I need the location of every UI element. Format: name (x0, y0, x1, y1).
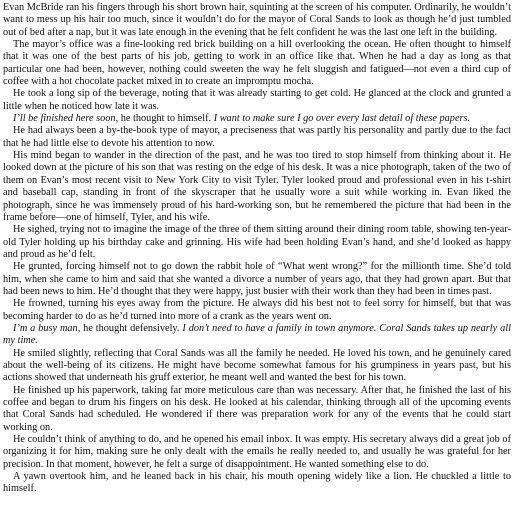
paragraph (3, 298, 511, 323)
paragraph (3, 323, 511, 348)
paragraph-text: He had always been a by-the-book type of mayor, a preciseness that was partly his personality and partly due to the fact that he had little else to devote his attention to now. (3, 125, 511, 149)
paragraph-text: He sighed, trying not to imagine the image of the three of them sitting around their dining room table, showing ten-year-old Tyler holding up his birthday cake and grinning. His wife had been holding Evan’s hand, and she’d looked as happy and proud as he’d felt. (3, 224, 511, 260)
paragraph-text: He smiled slightly, reflecting that Coral Sands was all the family he needed. He loved his town, and he genuinely cared about the well-being of its citizens. He might have become somewhat famous for his grumpiness in years past, but his actions showed that underneath his gruff exterior, he meant well and wanted the best for his town. (3, 347, 511, 384)
paragraph (3, 39, 511, 88)
paragraph (3, 125, 511, 150)
paragraph-text: He finished up his paperwork, taking far more meticulous care than was necessary. After that, he finished the last of his coffee and began to drum his fingers on his desk. He looked at his calendar, thinking through all of the upcoming events that Coral Sands had scheduled. He wondered if there was preparation work for any of the events that he could start working on. (3, 384, 511, 433)
paragraph-text: He couldn’t think of anything to do, and he opened his email inbox. It was empty. His secretary always did a great job of organizing it for him, making sure he only dealt with the emails he really needed to, and usually he was grateful for her precision. In that moment, however, he felt a surge of disappointment. He wanted something else to do. (3, 434, 511, 470)
paragraph-text: he thought to himself. (118, 113, 214, 125)
paragraph-text: The mayor’s office was a fine-looking red brick building on a hill overlooking the ocean. He often thought to himself that it was one of the best parts of his job, getting to work in an office like that. When he had a day as long as that particular one had been, however, nothing could sweeten the way he felt sluggish and fatigued—not even a third cup of coffee with a hot chocolate packet mixed in to create an impromptu mocha. (3, 39, 511, 88)
italic-thought: I want to make sure I go over every last detail of these papers. (213, 113, 471, 125)
paragraph (3, 471, 511, 496)
italic-thought: I’ll be finished here soon, (13, 113, 119, 125)
paragraph (3, 434, 511, 471)
paragraph (3, 224, 511, 261)
paragraph-text: He grunted, forcing himself not to go down the rabbit hole of “What went wrong?” for the millionth time. She’d told him, when she came to him and said that she wanted a divorce a number of years ago, that they had grown apart. But that had been news to him. He’d thought that they were happy, just busier with their work than they had been in times past. (3, 261, 511, 297)
paragraph-text: He frowned, turning his eyes away from the picture. He always did his best not to feel sorry for himself, but that was becoming harder to do as he’d turned into more of a crank as the years went on. (3, 298, 511, 322)
italic-thought: I don’t need to have a family in town anymore. Coral Sands takes up nearly all my time. (3, 322, 511, 347)
paragraph-text: he thought defensively. (80, 322, 183, 334)
paragraph (3, 261, 511, 298)
paragraph-text: He took a long sip of the beverage, noting that it was already starting to get cold. He glanced at the clock and grunted a little when he noticed how late it was. (3, 88, 511, 112)
paragraph (3, 150, 511, 224)
paragraph (3, 88, 511, 113)
paragraph (3, 348, 511, 385)
paragraph-text: His mind began to wander in the direction of the past, and he was too tired to stop himself from thinking about it. He looked down at the picture of his son that was resting on the edge of his desk. It was a nice photograph, taken of the two of them on Evan’s most recent visit to New York City to visit Tyler. Tyler looked proud and professional even in his t-shirt and baseball cap, standing in front of the skyscraper that he usually wore a suit while working in. Evan liked the photograph, since he was immensely proud of his hard-working son, but he remembered the picture that had been in the frame before—one of himself, Tyler, and his wife. (3, 150, 511, 223)
paragraph (3, 2, 511, 39)
italic-thought: I’m a busy man, (13, 322, 81, 334)
paragraph (3, 385, 511, 434)
paragraph-text: Evan McBride ran his fingers through his short brown hair, squinting at the screen of his computer. Ordinarily, he wouldn’t want to mess up his hair too much, since it wouldn’t do for the mayor of Coral Sands to look as though he’d just tumbled out of bed after a nap, but it was late enough in the evening that he felt confident he was the last one left in the building. (3, 2, 511, 38)
paragraph-text: A yawn overtook him, and he leaned back in his chair, his mouth opening widely like a lion. He chuckled a little to himself. (3, 471, 511, 495)
paragraph (3, 113, 511, 125)
